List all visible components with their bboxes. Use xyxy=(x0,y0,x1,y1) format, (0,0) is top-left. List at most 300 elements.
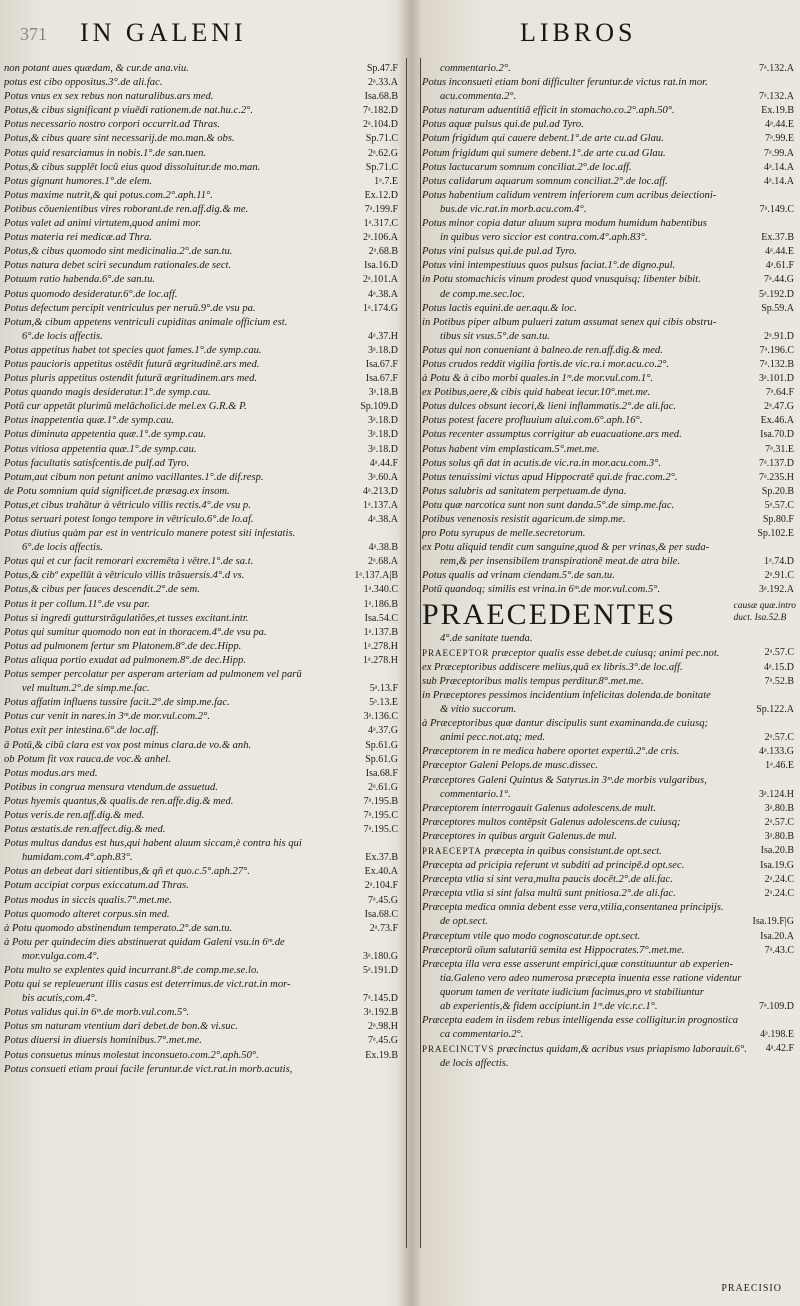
index-entry xyxy=(4,1020,400,1034)
entry-text: Potus si ingredi gutturstrāgulatiōes,et tusses excitant.intr. xyxy=(4,612,249,624)
entry-reference: 1ᵃ.7.E xyxy=(374,175,398,187)
index-entry xyxy=(4,809,400,823)
entry-reference: 4ᵃ.37.H xyxy=(368,330,398,342)
index-entry xyxy=(422,1014,796,1028)
entry-text: de Potu somnium quid significet.de præsag.ex insom. xyxy=(4,485,230,497)
index-entry xyxy=(422,471,796,485)
entry-text: ex Potibus,aere,& cibis quid habeat iecur.10°.met.me. xyxy=(422,387,651,399)
entry-reference: 7ᵃ.195.B xyxy=(363,795,398,807)
index-entry xyxy=(4,739,400,753)
entry-reference: 3ᵃ.18.D xyxy=(368,344,398,356)
page-gutter xyxy=(398,0,422,1306)
index-entry xyxy=(422,541,796,555)
index-entry xyxy=(4,795,400,809)
index-entry xyxy=(422,372,796,386)
entry-reference: Isa.19.G xyxy=(760,860,794,872)
entry-text: Potus paucioris appetitus ostēdit futurā ægritudinē.ars med. xyxy=(4,358,260,370)
entry-reference: 1ᵃ.137.A|B xyxy=(354,570,398,582)
entry-reference: 3ᵃ.136.C xyxy=(363,711,398,723)
entry-text: Potus necessario nostro corpori occurrit.ad Thras. xyxy=(4,119,220,131)
entry-text: Potus vini pulsus qui.de pul.ad Tyro. xyxy=(422,246,577,258)
entry-text: Potus calidarum aquarum somnum conciliat.2°.de loc.aff. xyxy=(422,175,668,187)
entry-reference: 1ᵃ.74.D xyxy=(764,556,794,568)
entry-text: Potus qui et cur facit remorari excremēta ì vētre.1°.de sa.t. xyxy=(4,556,254,568)
entry-text: commentario.2°. xyxy=(440,63,511,74)
entry-text: Præceptorem in re medica habere oportet expertū.2°.de cris. xyxy=(422,746,680,758)
entry-text: Potus modus.ars med. xyxy=(4,767,98,779)
entry-text: Potu quæ narcotica sunt non sunt danda.5°.de simp.me.fac. xyxy=(422,499,675,511)
index-entry xyxy=(422,646,796,661)
entry-reference: 5ᵃ.57.C xyxy=(764,499,794,511)
entry-text: Potus ad pulmonem fertur sm Platonem.8°.de dec.Hipp. xyxy=(4,640,242,652)
index-entry xyxy=(422,802,796,816)
entry-reference: 2ᵃ.24.C xyxy=(764,888,794,900)
entry-reference: 4ᵃ.15.D xyxy=(764,661,794,673)
entry-text: Potus consueti etiam praui facile feruntur.de vict.rat.in morb.acutis, xyxy=(4,1063,293,1075)
entry-text: Potum,aut cibum non petunt animo vacillantes.1°.de dif.resp. xyxy=(4,471,264,483)
entry-text: Potus diuersi in diuersis hominibus.7°.met.me. xyxy=(4,1035,202,1047)
index-entry xyxy=(4,499,400,513)
entry-text: Potus natura debet sciri secundum rationales.de sect. xyxy=(4,260,232,272)
entry-reference: 2ᵃ.73.F xyxy=(369,922,398,934)
index-entry xyxy=(4,457,400,471)
index-entry xyxy=(422,485,796,499)
entry-text: Potus appetitus habet tot species quot fames.1°.de symp.cau. xyxy=(4,344,262,356)
index-entry xyxy=(422,731,796,745)
entry-reference: 1ᵃ.46.E xyxy=(765,760,794,772)
entry-reference: 2ᵃ.68.B xyxy=(368,246,398,258)
index-entry xyxy=(4,217,400,231)
entry-reference: Sp.109.D xyxy=(360,401,398,413)
index-entry xyxy=(4,668,400,682)
entry-reference: 3ᵃ.80.B xyxy=(764,830,794,842)
entry-text: Potus,& cibus significant p viuēdi rationem.de nat.hu.c.2°. xyxy=(4,105,254,117)
entry-reference: 3ᵃ.18.B xyxy=(368,387,398,399)
index-entry xyxy=(4,682,400,696)
entry-text: mor.vulga.com.4°. xyxy=(22,950,100,962)
entry-reference: 4ᵃ.213.D xyxy=(363,485,398,497)
index-entry xyxy=(422,414,796,428)
index-entry xyxy=(422,887,796,901)
entry-text: Potus minor copia datur aluum supra modum humidum habentibus xyxy=(422,218,707,230)
entry-text: sub Præceptoribus malis tempus perditur.8°.met.me. xyxy=(422,675,644,687)
entry-text: Potus vitiosa appetentia quæ.1°.de symp.cau. xyxy=(4,443,197,455)
index-entry xyxy=(422,189,796,203)
entry-reference: 7ᵃ.149.C xyxy=(759,203,794,215)
entry-reference: Sp.61.G xyxy=(365,753,398,765)
index-entry xyxy=(4,259,400,273)
index-entry xyxy=(422,273,796,287)
entry-text: à Potu quomodo abstinendum temperato.2°.de san.tu. xyxy=(4,922,233,934)
index-entry xyxy=(422,859,796,873)
entry-text: Potus,et cibus trahātur à vētriculo villis rectis.4°.de vsu p. xyxy=(4,499,251,511)
index-entry xyxy=(422,344,796,358)
section-heading xyxy=(422,598,796,632)
index-entry xyxy=(422,873,796,887)
entry-reference: Isa.20.A xyxy=(760,930,794,942)
entry-reference: 1ᵃ.278.H xyxy=(363,640,398,652)
index-entry xyxy=(4,823,400,837)
entry-text: Præcepta illa vera esse asserunt empirici,quæ constituuntur ab experien- xyxy=(422,958,733,970)
entry-text: præcinctus quidam,& acribus vsus priapismo laborauit.6°. xyxy=(497,1044,747,1056)
entry-reference: Sp.71.C xyxy=(365,133,398,145)
index-entry xyxy=(422,675,796,689)
entry-reference: 3ᵃ.180.G xyxy=(363,950,398,962)
entry-text: Potus salubris ad sanitatem perpetuam.de dyna. xyxy=(422,485,627,497)
index-entry xyxy=(4,851,400,865)
entry-text: Potus,& cibº expellūt à vētriculo villis trāsuersis.4°.d vs. xyxy=(4,570,245,582)
entry-reference: 2ᵃ.101.A xyxy=(363,274,398,286)
entry-reference: 2ᵃ.104.F xyxy=(364,880,398,892)
index-entry xyxy=(4,992,400,1006)
entry-text: Potus it per collum.11°.de vsu par. xyxy=(4,598,150,610)
entry-text: Potus,& cibus quare sint necessarij.de mo.man.& obs. xyxy=(4,133,235,145)
entry-text: ob Potum fit vox rauca.de voc.& anhel. xyxy=(4,753,171,765)
entry-reference: 1ᵃ.137.A xyxy=(363,499,398,511)
entry-text: Præceptorem interrogauit Galenus adolescens.de mult. xyxy=(422,802,657,814)
entry-reference: 4ᵃ.38.B xyxy=(368,542,398,554)
entry-reference: 1ᵃ.174.G xyxy=(363,302,398,314)
index-entry xyxy=(4,879,400,893)
index-entry xyxy=(4,1049,400,1063)
heading-subline: 4°.de sanitate tuenda. xyxy=(440,632,533,644)
index-entry xyxy=(4,513,400,527)
entry-reference: Isa.68.F xyxy=(365,767,398,779)
entry-text: Potus multus dandus est hus,qui habent aluum siccam,è contra his qui xyxy=(4,838,302,850)
index-entry xyxy=(422,788,796,802)
entry-reference: 3ᵃ.18.D xyxy=(368,429,398,441)
entry-text: pro Potu syrupus de melle.secretorum. xyxy=(422,528,586,540)
entry-text: tia.Galeno vero adeo numerosa præcepta inuenta esse ratione videntur xyxy=(440,972,742,984)
entry-text: Potibus in congrua mensura vtendum.de assuetud. xyxy=(4,781,218,793)
entry-text: ex Præceptoribus addiscere melius,quā ex libris.3°.de loc.aff. xyxy=(422,661,683,673)
index-entry xyxy=(4,175,400,189)
entry-reference: 1ᵃ.317.C xyxy=(363,218,398,230)
entry-text: Potum frigidum qui cauere debent.1°.de arte cu.ad Glau. xyxy=(422,133,664,145)
entry-text: Potus semper percolatur per asperam arteriam ad pulmonem vel parū xyxy=(4,669,302,681)
index-entry xyxy=(422,90,796,104)
entry-text: Præcepta medica omnia debent esse vera,vtilia,consentanea principijs. xyxy=(422,902,724,914)
entry-reference: 2ᵃ.91.D xyxy=(764,330,794,342)
index-entry xyxy=(422,774,796,788)
index-entry xyxy=(422,203,796,217)
index-entry xyxy=(4,753,400,767)
entry-reference: 2ᵃ.47.G xyxy=(764,401,794,413)
index-entry xyxy=(4,118,400,132)
entry-text: Potus vini intempestiuus quos pulsus faciat.1°.de digno.pul. xyxy=(422,260,676,272)
index-entry xyxy=(422,745,796,759)
index-entry xyxy=(422,1042,796,1057)
entry-text: commentario.1°. xyxy=(440,788,511,800)
entry-reference: 2ᵃ.104.D xyxy=(363,119,398,131)
entry-reference: 7ᵃ.235.H xyxy=(759,471,794,483)
entry-reference: 2ᵃ.68.A xyxy=(368,556,398,568)
index-entry xyxy=(4,724,400,738)
entry-reference: 4ᵃ.42.F xyxy=(765,1043,794,1055)
index-entry xyxy=(4,583,400,597)
entry-text: in Potu stomachicis vinum prodest quod vnusquisq; libenter bibit. xyxy=(422,274,701,286)
index-entry xyxy=(422,703,796,717)
entry-reference: 3ᵃ.192.A xyxy=(759,584,794,596)
entry-reference: 4ᵃ.61.F xyxy=(765,260,794,272)
entry-reference: 7ᵃ.45.G xyxy=(368,894,398,906)
entry-reference: 2ᵃ.57.C xyxy=(764,732,794,744)
entry-text: Præcepta ad pricipia referunt vt subditi ad principē.d opt.sec. xyxy=(422,860,685,872)
entry-reference: Ex.37.B xyxy=(365,852,398,864)
entry-reference: Isa.68.B xyxy=(364,91,398,103)
entry-text: bis acutis,com.4°. xyxy=(22,993,98,1005)
catchword: PRAECISIO xyxy=(721,1283,782,1294)
entry-text: ex Potu aliquid tendit cum sanguine,quod & per vrinas,& per suda- xyxy=(422,542,710,554)
entry-text: bus.de vic.rat.in morb.acu.com.4°. xyxy=(440,203,587,215)
index-entry xyxy=(4,358,400,372)
running-head-right: LIBROS xyxy=(520,18,637,47)
entry-text: Potus diminuta appetentia quæ.1°.de symp.cau. xyxy=(4,429,206,441)
index-entry xyxy=(4,541,400,555)
entry-text: Potus quomodo alteret corpus.sin med. xyxy=(4,908,170,920)
index-entry xyxy=(4,1063,400,1077)
entry-text: Præceptores multos contēpsit Galenus adolescens.de cuiusq; xyxy=(422,816,681,828)
entry-text: ab experientis,& fidem accipiunt.in 1ᵐ.de vic.r.c.1°. xyxy=(440,1001,658,1012)
entry-text: præcepta in quibus consistunt.de opt.sect. xyxy=(484,845,662,857)
entry-text: Potum frigidum qui sumere debent.1°.de arte cu.ad Glau. xyxy=(422,147,666,159)
entry-text: à Potu per quindecim dies abstinuerat quidam Galeni vsu.in 6ᵐ.de xyxy=(4,936,285,948)
entry-text: Potus valet ad animi virtutem,quod animi mor. xyxy=(4,218,202,230)
index-entry xyxy=(422,844,796,859)
index-entry xyxy=(4,612,400,626)
entry-text: animi pecc.not.atq; med. xyxy=(440,732,546,744)
entry-text: Potus lactucarum somnum conciliat.2°.de loc.aff. xyxy=(422,161,632,173)
index-entry xyxy=(4,147,400,161)
entry-reference: 3ᵃ.18.D xyxy=(368,443,398,455)
entry-reference: 2ᵃ.24.C xyxy=(764,874,794,886)
index-entry xyxy=(422,901,796,915)
entry-reference: Ex.37.B xyxy=(761,232,794,244)
entry-text: Præcepta eadem in iisdem rebus intelligenda esse colligitur.in prognostica xyxy=(422,1015,739,1027)
entry-text: Potus qui sumitur quomodo non eat in thoracem.4°.de vsu pa. xyxy=(4,626,267,638)
entry-reference: 5ᵃ.13.E xyxy=(369,697,398,709)
entry-reference: 7ᵃ.132.A xyxy=(759,63,794,74)
entry-text: Potus veris.de ren.aff.dig.& med. xyxy=(4,809,145,821)
entry-text: Potus affatim influens tussire facit.2°.de simp.me.fac. xyxy=(4,697,230,709)
index-entry xyxy=(422,457,796,471)
entry-text: de comp.me.sec.loc. xyxy=(440,288,526,300)
entry-text: Potus consuetus minus molestat inconsueto.com.2°.aph.50°. xyxy=(4,1049,259,1061)
entry-reference: 2ᵃ.98.H xyxy=(368,1021,398,1033)
entry-text: Potus potest facere profluuium alui.com.6°.aph.16°. xyxy=(422,415,643,427)
index-entry xyxy=(422,386,796,400)
entry-reference: 1ᵃ.186.B xyxy=(363,598,398,610)
heading-side-note xyxy=(734,600,796,624)
index-column-right xyxy=(422,62,796,1071)
index-entry xyxy=(4,471,400,485)
entry-text: tibus sit vsus.5°.de san.tu. xyxy=(440,330,550,342)
entry-text: Potuum ratio habenda.6°.de san.tu. xyxy=(4,274,156,286)
entry-smallcaps-head: PRAECINCTVS xyxy=(422,1044,495,1055)
index-entry xyxy=(4,781,400,795)
entry-text: Potus qualis ad vrinam ciendam.5°.de san.tu. xyxy=(422,570,615,582)
entry-reference: Isa.20.B xyxy=(760,844,794,856)
index-entry xyxy=(4,950,400,964)
index-entry xyxy=(422,231,796,245)
index-entry xyxy=(4,428,400,442)
entry-reference: 3ᵃ.60.A xyxy=(368,471,398,483)
entry-text: Præcepta vtlia si sint falsa multū sunt pnitiosa.2°.de ali.fac. xyxy=(422,888,676,900)
entry-reference: 7ᵃ.109.D xyxy=(759,1001,794,1012)
entry-reference: 4ᵃ.44.F xyxy=(369,457,398,469)
entry-text: Potibus venenosis resistit agaricum.de simp.me. xyxy=(422,514,626,525)
entry-reference: 7ᵃ.137.D xyxy=(759,457,794,469)
index-entry xyxy=(422,759,796,773)
index-entry xyxy=(4,569,400,583)
index-entry xyxy=(4,76,400,90)
index-entry xyxy=(4,640,400,654)
entry-reference: 4ᵃ.37.G xyxy=(368,725,398,737)
entry-reference: Isa.19.F|G xyxy=(752,916,794,928)
entry-text: Potus aquæ pulsus qui.de pul.ad Tyro. xyxy=(422,119,584,131)
entry-reference: 4ᵃ.38.A xyxy=(368,288,398,300)
entry-text: Potus tenuissimi victus apud Hippocratē qui.de frac.com.2°. xyxy=(422,471,678,483)
index-entry xyxy=(4,654,400,668)
index-entry xyxy=(4,922,400,936)
index-entry xyxy=(4,344,400,358)
entry-text: quorum tamen de veritate iudicium facimus,pro vt stabiliuntur xyxy=(440,986,704,998)
entry-reference: Sp.122.A xyxy=(756,704,794,716)
entry-reference: Isa.67.F xyxy=(365,373,398,385)
index-entry xyxy=(4,62,400,76)
entry-reference: Ex.46.A xyxy=(760,415,794,427)
entry-reference: 2ᵃ.33.A xyxy=(368,77,398,89)
entry-text: Potus diutius quàm par est in ventriculo manere potest siti infestatis. xyxy=(4,528,296,540)
entry-text: Præceptorū oīum salutariū semita est Hippocrates.7°.met.me. xyxy=(422,944,685,956)
entry-text: vel multum.2°.de simp.me.fac. xyxy=(22,683,150,695)
index-entry xyxy=(4,1034,400,1048)
entry-text: in Præceptores pessimos incidentium infelicitas dolenda.de bonitate xyxy=(422,689,711,701)
entry-reference: Ex.12.D xyxy=(364,189,398,201)
index-entry xyxy=(4,865,400,879)
entry-text: Potus materia rei medicæ.ad Thra. xyxy=(4,232,152,244)
index-entry xyxy=(4,485,400,499)
entry-text: Potus æstatis.de ren.affect.dig.& med. xyxy=(4,824,166,836)
index-entry xyxy=(4,372,400,386)
entry-text: Potus naturam aduentitiā efficit in stomacho.co.2°.aph.50°. xyxy=(422,105,675,117)
entry-text: potus est cibo oppositus.3°.de ali.fac. xyxy=(4,77,163,89)
index-entry xyxy=(4,696,400,710)
index-entry xyxy=(4,837,400,851)
entry-reference: Sp.71.C xyxy=(365,161,398,173)
entry-text: de locis affectis. xyxy=(440,1058,509,1070)
heading-side-line-2: duct. Isa.52.B xyxy=(733,612,787,623)
right-column-top-entries xyxy=(422,62,796,598)
entry-text: Potus recenter assumptus corrigitur ab euacuatione.ars med. xyxy=(422,429,682,441)
index-entry xyxy=(4,400,400,414)
entry-text: Potus defectum percipit ventriculus per neruū.9°.de vsu pa. xyxy=(4,302,256,314)
entry-text: Potū quandoq; similis est vrina.in 6ᵐ.de mor.vul.com.5°. xyxy=(422,584,661,596)
index-entry xyxy=(4,1006,400,1020)
index-entry xyxy=(422,661,796,675)
entry-reference: 1ᵃ.278.H xyxy=(363,654,398,666)
entry-text: Præcepta vtlia si sint vera,multa paucis docēt.2°.de ali.fac. xyxy=(422,874,673,886)
index-entry xyxy=(4,626,400,640)
entry-reference: 4ᵃ.44.E xyxy=(765,119,794,131)
index-entry xyxy=(422,689,796,703)
entry-text: Præceptum vtile quo modo cognoscatur.de opt.sect. xyxy=(422,930,641,942)
entry-text: Potus crudos reddit vigilia fortis.de vic.ra.i mor.acu.co.2°. xyxy=(422,358,670,370)
index-entry xyxy=(4,288,400,302)
entry-text: ā Potū,& cibū clara est vox post minus clara.de vo.& anh. xyxy=(4,739,252,751)
entry-text: Potus hyemis quantus,& qualis.de ren.affe.dig.& med. xyxy=(4,795,234,807)
entry-reference: Isa.16.D xyxy=(364,260,398,272)
entry-text: Potus,& cibus supplēt locū eius quod dissoluitur.de mo.man. xyxy=(4,161,261,173)
entry-text: Potus lactis equini.de aer.aqu.& loc. xyxy=(422,302,577,314)
index-entry xyxy=(422,717,796,731)
entry-text: Potus aliqua portio exudat ad pulmonem.8°.de dec.Hipp. xyxy=(4,654,246,666)
index-entry xyxy=(422,104,796,118)
entry-reference: 7ᵃ.199.F xyxy=(364,203,398,215)
index-entry xyxy=(4,710,400,724)
entry-text: Potus sm naturam vtentium dari debet.de bon.& vi.suc. xyxy=(4,1021,238,1033)
entry-smallcaps-head: PRAECEPTOR xyxy=(422,647,490,658)
entry-reference: Isa.67.F xyxy=(365,358,398,370)
entry-text: Potus vnus ex sex rebus non naturalibus.ars med. xyxy=(4,91,214,103)
index-entry xyxy=(422,583,796,597)
index-entry xyxy=(4,231,400,245)
index-entry xyxy=(4,894,400,908)
entry-text: non potant aues quædam, & cur.de ana.viu. xyxy=(4,63,189,74)
index-entry xyxy=(4,936,400,950)
entry-reference: 7ᵃ.195.C xyxy=(363,809,398,821)
entry-text: Potus,& cibus quomodo sint medicinalia.2°.de san.tu. xyxy=(4,246,233,258)
index-entry xyxy=(422,400,796,414)
running-head-left: IN GALENI xyxy=(80,18,247,47)
index-entry xyxy=(422,499,796,513)
index-entry xyxy=(4,161,400,175)
ghost-page-number: 371 xyxy=(20,24,47,44)
right-column-bottom-entries xyxy=(422,646,796,1072)
index-entry xyxy=(422,288,796,302)
index-entry xyxy=(4,203,400,217)
entry-reference: 2ᵃ.62.G xyxy=(368,147,398,159)
index-entry xyxy=(4,330,400,344)
index-entry xyxy=(4,273,400,287)
entry-reference: 7ᵃ.45.G xyxy=(368,1035,398,1047)
entry-text: Potu multo se explentes quid incurrant.8°.de comp.me.se.lo. xyxy=(4,965,259,976)
index-entry xyxy=(422,1057,796,1071)
entry-text: Potu qui se repleuerunt illis casus est deterrimus.de vict.rat.in mor- xyxy=(4,979,291,991)
entry-text: Præceptores Galeni Quintus & Satyrus.in 3ᵐ.de morbis vulgaribus, xyxy=(422,774,707,786)
index-entry xyxy=(4,302,400,316)
index-entry xyxy=(422,330,796,344)
entry-text: & vitio succorum. xyxy=(440,704,517,716)
index-entry xyxy=(422,1000,796,1014)
entry-reference: Isa.68.C xyxy=(364,908,398,920)
index-entry xyxy=(4,598,400,612)
index-entry xyxy=(4,978,400,992)
index-entry xyxy=(422,175,796,189)
entry-text: humidam.com.4°.aph.83°. xyxy=(22,852,133,864)
entry-text: rem,& per insensibilem transpirationē meat.de atra bile. xyxy=(440,556,681,568)
entry-text: Potus inappetentia quæ.1°.de symp.cau. xyxy=(4,415,174,427)
entry-reference: Isa.54.C xyxy=(364,612,398,624)
entry-text: Potus,& cibus per fauces descendit.2°.de sem. xyxy=(4,584,200,596)
entry-text: in quibus vero siccior est contra.com.4°.aph.83°. xyxy=(440,232,648,244)
entry-text: à Potu & à cibo morbi quales.in 1ᵐ.de mor.vul.com.1°. xyxy=(422,373,654,385)
index-entry xyxy=(422,62,796,76)
entry-reference: 7ᵃ.44.G xyxy=(764,274,794,286)
entry-reference: Ex.40.A xyxy=(364,866,398,878)
entry-reference: Sp.59.A xyxy=(761,302,794,314)
column-rule-right xyxy=(420,58,421,1248)
